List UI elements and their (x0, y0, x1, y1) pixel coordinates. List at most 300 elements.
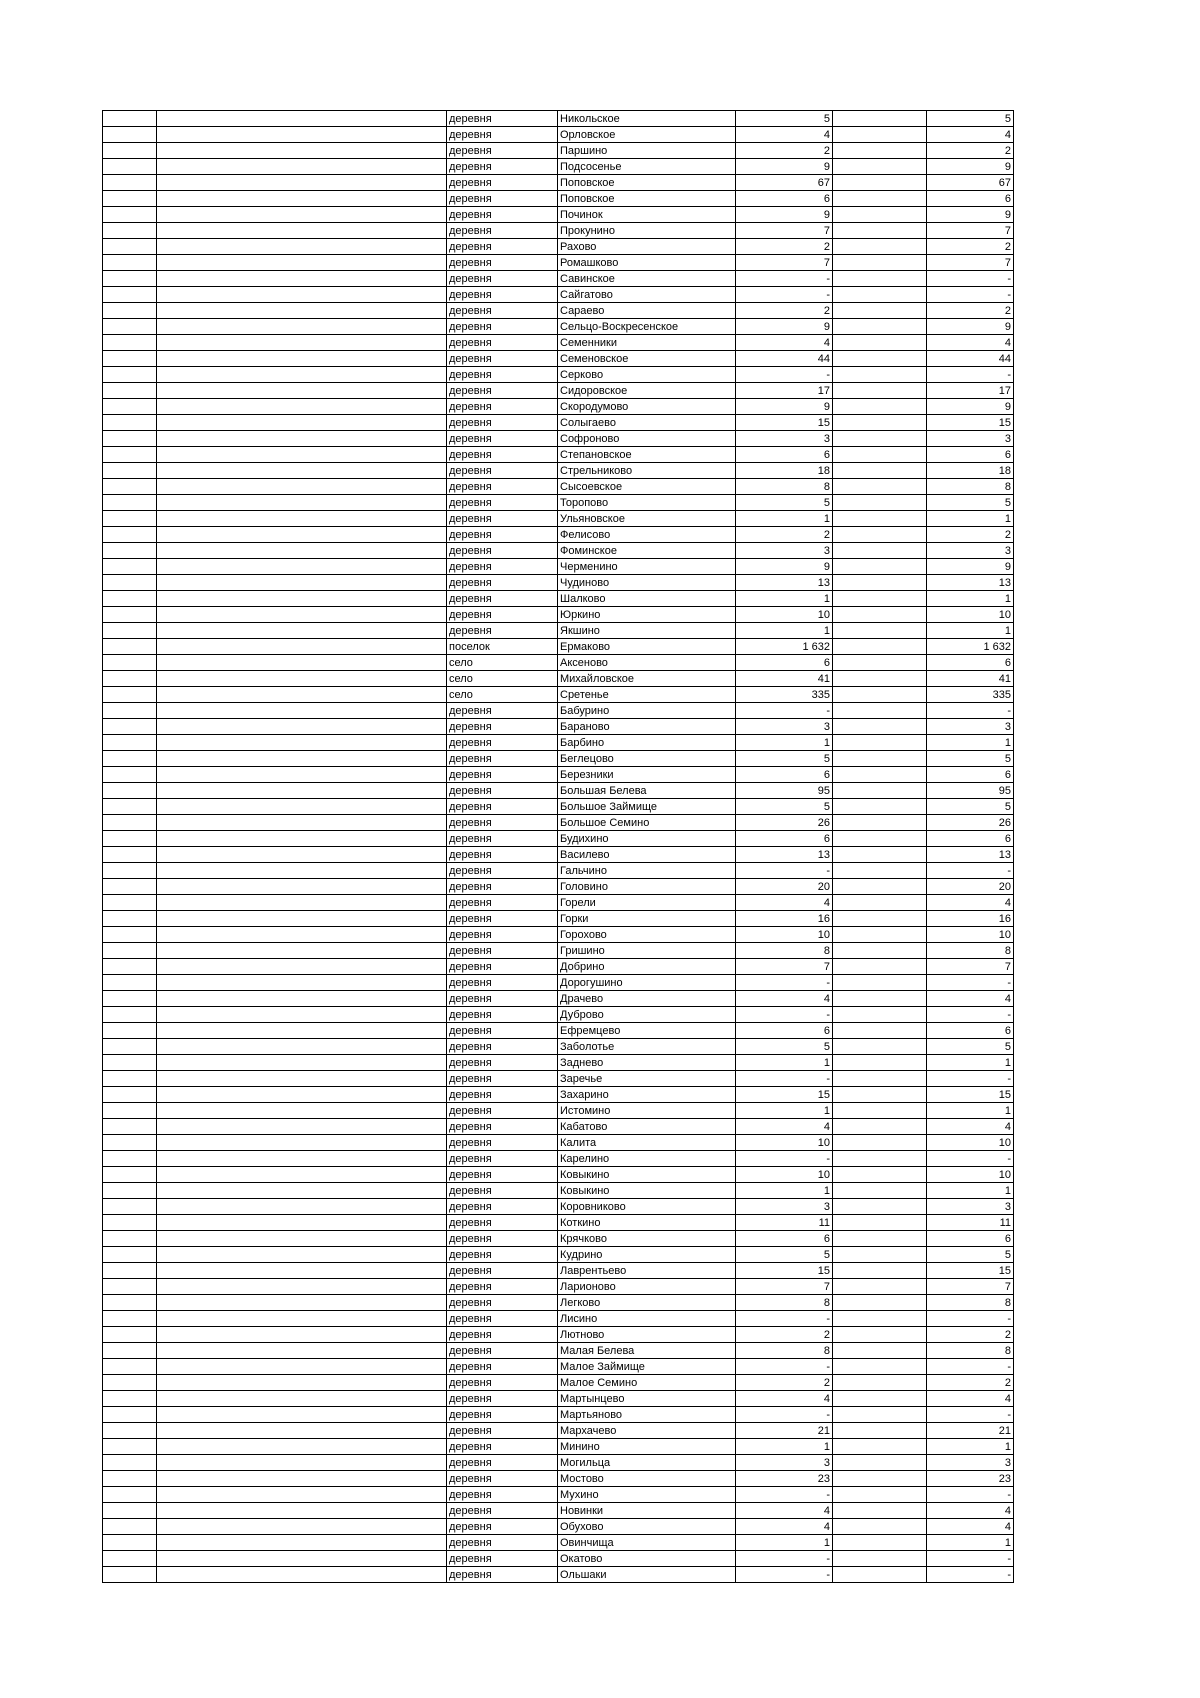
value-1-cell: 7 (736, 223, 833, 239)
value-2-cell: 5 (927, 751, 1014, 767)
empty-cell-a (103, 1007, 157, 1023)
value-2-cell: 8 (927, 943, 1014, 959)
value-2-cell: 5 (927, 495, 1014, 511)
empty-cell-b (157, 783, 447, 799)
empty-cell-a (103, 479, 157, 495)
value-1-cell: - (736, 367, 833, 383)
settlement-name-cell: Могильца (558, 1455, 736, 1471)
value-1-cell: 15 (736, 1263, 833, 1279)
empty-cell-b (157, 239, 447, 255)
settlement-type-cell: деревня (447, 1375, 558, 1391)
empty-cell-b (157, 1103, 447, 1119)
empty-cell-a (103, 111, 157, 127)
value-2-cell: 9 (927, 319, 1014, 335)
settlement-name-cell: Дуброво (558, 1007, 736, 1023)
table-row (103, 911, 1014, 927)
value-1-cell: 1 (736, 1535, 833, 1551)
empty-cell-b (157, 1071, 447, 1087)
value-2-cell: - (927, 863, 1014, 879)
settlement-name-cell: Починок (558, 207, 736, 223)
value-1-cell: 13 (736, 847, 833, 863)
value-2-cell: 4 (927, 991, 1014, 1007)
value-2-cell: 5 (927, 111, 1014, 127)
empty-cell-c (833, 1087, 927, 1103)
empty-cell-c (833, 991, 927, 1007)
empty-cell-b (157, 1343, 447, 1359)
settlement-type-cell: деревня (447, 847, 558, 863)
table-row (103, 719, 1014, 735)
empty-cell-b (157, 671, 447, 687)
table-row (103, 575, 1014, 591)
empty-cell-c (833, 1327, 927, 1343)
empty-cell-c (833, 943, 927, 959)
empty-cell-c (833, 1567, 927, 1583)
table-row (103, 623, 1014, 639)
table-row (103, 655, 1014, 671)
empty-cell-c (833, 447, 927, 463)
settlement-type-cell: деревня (447, 1103, 558, 1119)
value-1-cell: 10 (736, 927, 833, 943)
empty-cell-b (157, 799, 447, 815)
empty-cell-a (103, 1407, 157, 1423)
settlement-name-cell: Драчево (558, 991, 736, 1007)
value-2-cell: 1 (927, 1439, 1014, 1455)
settlement-type-cell: деревня (447, 879, 558, 895)
empty-cell-c (833, 511, 927, 527)
table-row (103, 511, 1014, 527)
value-2-cell: - (927, 1567, 1014, 1583)
table-row (103, 479, 1014, 495)
table-row (103, 1327, 1014, 1343)
value-2-cell: 2 (927, 143, 1014, 159)
settlement-name-cell: Мостово (558, 1471, 736, 1487)
value-1-cell: 6 (736, 655, 833, 671)
value-2-cell: 9 (927, 207, 1014, 223)
value-1-cell: 41 (736, 671, 833, 687)
empty-cell-c (833, 1439, 927, 1455)
settlement-name-cell: Коровниково (558, 1199, 736, 1215)
empty-cell-c (833, 1375, 927, 1391)
settlement-type-cell: деревня (447, 831, 558, 847)
settlement-type-cell: деревня (447, 1439, 558, 1455)
empty-cell-a (103, 1135, 157, 1151)
settlement-type-cell: деревня (447, 1279, 558, 1295)
value-1-cell: 6 (736, 831, 833, 847)
value-2-cell: 4 (927, 1119, 1014, 1135)
settlement-name-cell: Сайгатово (558, 287, 736, 303)
value-1-cell: 335 (736, 687, 833, 703)
value-2-cell: - (927, 287, 1014, 303)
table-row (103, 1503, 1014, 1519)
value-2-cell: 1 (927, 1103, 1014, 1119)
settlement-name-cell: Заднево (558, 1055, 736, 1071)
empty-cell-b (157, 879, 447, 895)
table-row (103, 847, 1014, 863)
settlement-name-cell: Горки (558, 911, 736, 927)
empty-cell-c (833, 431, 927, 447)
value-2-cell: 1 632 (927, 639, 1014, 655)
empty-cell-b (157, 1247, 447, 1263)
empty-cell-c (833, 591, 927, 607)
settlement-type-cell: деревня (447, 1007, 558, 1023)
empty-cell-b (157, 1023, 447, 1039)
empty-cell-c (833, 1279, 927, 1295)
empty-cell-b (157, 1263, 447, 1279)
empty-cell-a (103, 1503, 157, 1519)
empty-cell-b (157, 255, 447, 271)
settlement-type-cell: деревня (447, 511, 558, 527)
empty-cell-c (833, 1423, 927, 1439)
empty-cell-a (103, 143, 157, 159)
settlement-name-cell: Прокунино (558, 223, 736, 239)
settlement-type-cell: деревня (447, 335, 558, 351)
settlement-name-cell: Якшино (558, 623, 736, 639)
table-row (103, 863, 1014, 879)
empty-cell-c (833, 175, 927, 191)
settlement-type-cell: деревня (447, 591, 558, 607)
settlement-type-cell: деревня (447, 495, 558, 511)
table-row (103, 191, 1014, 207)
table-row (103, 799, 1014, 815)
settlement-name-cell: Степановское (558, 447, 736, 463)
empty-cell-b (157, 527, 447, 543)
settlement-name-cell: Березники (558, 767, 736, 783)
value-1-cell: 2 (736, 303, 833, 319)
empty-cell-a (103, 735, 157, 751)
empty-cell-a (103, 1183, 157, 1199)
settlement-name-cell: Добрино (558, 959, 736, 975)
value-2-cell: 7 (927, 959, 1014, 975)
value-2-cell: 5 (927, 1039, 1014, 1055)
empty-cell-b (157, 639, 447, 655)
empty-cell-c (833, 127, 927, 143)
value-2-cell: 1 (927, 1183, 1014, 1199)
empty-cell-c (833, 1359, 927, 1375)
value-1-cell: 3 (736, 719, 833, 735)
table-row (103, 1023, 1014, 1039)
empty-cell-c (833, 1135, 927, 1151)
value-1-cell: 1 632 (736, 639, 833, 655)
value-1-cell: 2 (736, 527, 833, 543)
empty-cell-b (157, 991, 447, 1007)
value-2-cell: 17 (927, 383, 1014, 399)
table-row (103, 159, 1014, 175)
empty-cell-c (833, 1487, 927, 1503)
settlement-name-cell: Софроново (558, 431, 736, 447)
settlement-name-cell: Подсосенье (558, 159, 736, 175)
empty-cell-a (103, 335, 157, 351)
settlement-type-cell: деревня (447, 1263, 558, 1279)
value-2-cell: - (927, 975, 1014, 991)
empty-cell-a (103, 1439, 157, 1455)
empty-cell-b (157, 1535, 447, 1551)
value-1-cell: 13 (736, 575, 833, 591)
empty-cell-b (157, 623, 447, 639)
value-1-cell: 10 (736, 607, 833, 623)
table-row (103, 111, 1014, 127)
empty-cell-a (103, 831, 157, 847)
value-2-cell: 2 (927, 527, 1014, 543)
empty-cell-a (103, 1359, 157, 1375)
value-1-cell: - (736, 1311, 833, 1327)
settlement-type-cell: деревня (447, 1135, 558, 1151)
settlement-type-cell: деревня (447, 1215, 558, 1231)
settlement-type-cell: деревня (447, 1071, 558, 1087)
empty-cell-c (833, 1183, 927, 1199)
table-row (103, 1039, 1014, 1055)
value-2-cell: - (927, 703, 1014, 719)
value-1-cell: 5 (736, 1039, 833, 1055)
settlement-name-cell: Семенники (558, 335, 736, 351)
settlement-type-cell: деревня (447, 1343, 558, 1359)
settlement-name-cell: Юркино (558, 607, 736, 623)
empty-cell-b (157, 943, 447, 959)
table-row (103, 607, 1014, 623)
settlement-type-cell: деревня (447, 1359, 558, 1375)
empty-cell-b (157, 1055, 447, 1071)
empty-cell-c (833, 879, 927, 895)
settlement-name-cell: Чудиново (558, 575, 736, 591)
value-1-cell: 1 (736, 623, 833, 639)
empty-cell-a (103, 1567, 157, 1583)
empty-cell-b (157, 383, 447, 399)
value-2-cell: 9 (927, 399, 1014, 415)
settlement-type-cell: деревня (447, 1231, 558, 1247)
settlement-type-cell: деревня (447, 1151, 558, 1167)
value-1-cell: 4 (736, 1119, 833, 1135)
table-row (103, 239, 1014, 255)
settlement-type-cell: деревня (447, 543, 558, 559)
table-body (103, 111, 1014, 1583)
empty-cell-b (157, 1231, 447, 1247)
value-1-cell: 16 (736, 911, 833, 927)
settlement-type-cell: деревня (447, 479, 558, 495)
settlement-type-cell: деревня (447, 959, 558, 975)
table-row (103, 399, 1014, 415)
settlement-name-cell: Головино (558, 879, 736, 895)
value-1-cell: 8 (736, 479, 833, 495)
value-2-cell: 5 (927, 799, 1014, 815)
value-2-cell: 11 (927, 1215, 1014, 1231)
empty-cell-c (833, 735, 927, 751)
empty-cell-a (103, 255, 157, 271)
value-2-cell: 3 (927, 431, 1014, 447)
empty-cell-a (103, 655, 157, 671)
empty-cell-c (833, 1311, 927, 1327)
value-2-cell: 6 (927, 1023, 1014, 1039)
value-2-cell: 2 (927, 1375, 1014, 1391)
table-row (103, 991, 1014, 1007)
settlement-name-cell: Заречье (558, 1071, 736, 1087)
table-row (103, 815, 1014, 831)
settlement-name-cell: Ольшаки (558, 1567, 736, 1583)
value-2-cell: 4 (927, 1391, 1014, 1407)
table-row (103, 367, 1014, 383)
table-row (103, 1119, 1014, 1135)
empty-cell-b (157, 399, 447, 415)
value-1-cell: - (736, 1407, 833, 1423)
value-2-cell: 3 (927, 1455, 1014, 1471)
settlement-type-cell: село (447, 687, 558, 703)
table-row (103, 1407, 1014, 1423)
value-2-cell: 1 (927, 1055, 1014, 1071)
value-1-cell: 4 (736, 127, 833, 143)
empty-cell-c (833, 863, 927, 879)
settlement-type-cell: деревня (447, 1391, 558, 1407)
empty-cell-b (157, 927, 447, 943)
value-1-cell: 4 (736, 1519, 833, 1535)
value-1-cell: 6 (736, 767, 833, 783)
value-2-cell: 5 (927, 1247, 1014, 1263)
settlement-name-cell: Новинки (558, 1503, 736, 1519)
value-1-cell: 4 (736, 1503, 833, 1519)
empty-cell-a (103, 399, 157, 415)
value-2-cell: 1 (927, 1535, 1014, 1551)
empty-cell-b (157, 351, 447, 367)
empty-cell-c (833, 975, 927, 991)
settlement-name-cell: Большое Семино (558, 815, 736, 831)
empty-cell-a (103, 799, 157, 815)
empty-cell-c (833, 927, 927, 943)
value-2-cell: - (927, 1151, 1014, 1167)
empty-cell-b (157, 511, 447, 527)
settlement-name-cell: Сидоровское (558, 383, 736, 399)
empty-cell-c (833, 415, 927, 431)
empty-cell-b (157, 207, 447, 223)
table-row (103, 335, 1014, 351)
value-1-cell: 5 (736, 799, 833, 815)
value-1-cell: 2 (736, 1375, 833, 1391)
table-row (103, 1311, 1014, 1327)
empty-cell-b (157, 127, 447, 143)
settlement-type-cell: деревня (447, 1183, 558, 1199)
settlement-name-cell: Барбино (558, 735, 736, 751)
value-1-cell: 9 (736, 319, 833, 335)
value-1-cell: - (736, 271, 833, 287)
value-2-cell: 1 (927, 511, 1014, 527)
value-1-cell: - (736, 975, 833, 991)
empty-cell-c (833, 1167, 927, 1183)
empty-cell-b (157, 1199, 447, 1215)
value-2-cell: 10 (927, 607, 1014, 623)
empty-cell-c (833, 847, 927, 863)
empty-cell-b (157, 1359, 447, 1375)
empty-cell-b (157, 1215, 447, 1231)
settlement-type-cell: деревня (447, 1407, 558, 1423)
table-row (103, 1455, 1014, 1471)
settlement-name-cell: Минино (558, 1439, 736, 1455)
settlement-type-cell: деревня (447, 975, 558, 991)
empty-cell-b (157, 191, 447, 207)
empty-cell-a (103, 1023, 157, 1039)
settlement-type-cell: деревня (447, 1551, 558, 1567)
value-2-cell: 8 (927, 479, 1014, 495)
value-2-cell: - (927, 1487, 1014, 1503)
empty-cell-c (833, 783, 927, 799)
settlement-type-cell: деревня (447, 207, 558, 223)
empty-cell-a (103, 703, 157, 719)
value-1-cell: 9 (736, 559, 833, 575)
empty-cell-a (103, 639, 157, 655)
table-row (103, 1167, 1014, 1183)
empty-cell-c (833, 1535, 927, 1551)
value-2-cell: 41 (927, 671, 1014, 687)
empty-cell-c (833, 287, 927, 303)
empty-cell-c (833, 303, 927, 319)
empty-cell-b (157, 1407, 447, 1423)
empty-cell-b (157, 159, 447, 175)
value-2-cell: 6 (927, 447, 1014, 463)
settlement-type-cell: деревня (447, 1471, 558, 1487)
settlement-name-cell: Большое Займище (558, 799, 736, 815)
value-1-cell: 10 (736, 1167, 833, 1183)
value-2-cell: - (927, 1551, 1014, 1567)
value-2-cell: 8 (927, 1295, 1014, 1311)
empty-cell-b (157, 495, 447, 511)
empty-cell-a (103, 1455, 157, 1471)
empty-cell-a (103, 207, 157, 223)
settlement-name-cell: Сысоевское (558, 479, 736, 495)
empty-cell-b (157, 1423, 447, 1439)
settlement-name-cell: Стрельниково (558, 463, 736, 479)
empty-cell-a (103, 367, 157, 383)
empty-cell-b (157, 655, 447, 671)
settlement-type-cell: деревня (447, 1567, 558, 1583)
empty-cell-c (833, 1263, 927, 1279)
empty-cell-a (103, 1327, 157, 1343)
settlements-table (102, 110, 1014, 1583)
empty-cell-c (833, 799, 927, 815)
settlement-name-cell: Обухово (558, 1519, 736, 1535)
value-1-cell: - (736, 1551, 833, 1567)
value-1-cell: 6 (736, 1231, 833, 1247)
empty-cell-c (833, 575, 927, 591)
table-row (103, 943, 1014, 959)
value-2-cell: 15 (927, 1087, 1014, 1103)
empty-cell-a (103, 975, 157, 991)
empty-cell-b (157, 111, 447, 127)
empty-cell-b (157, 1007, 447, 1023)
settlement-type-cell: деревня (447, 1455, 558, 1471)
settlement-type-cell: деревня (447, 799, 558, 815)
empty-cell-b (157, 831, 447, 847)
settlement-name-cell: Василево (558, 847, 736, 863)
settlement-name-cell: Паршино (558, 143, 736, 159)
value-2-cell: - (927, 1407, 1014, 1423)
empty-cell-a (103, 1151, 157, 1167)
empty-cell-a (103, 1343, 157, 1359)
settlement-type-cell: деревня (447, 1423, 558, 1439)
empty-cell-a (103, 1167, 157, 1183)
settlement-type-cell: деревня (447, 703, 558, 719)
empty-cell-a (103, 943, 157, 959)
table-row (103, 1183, 1014, 1199)
settlement-name-cell: Дорогушино (558, 975, 736, 991)
table-row (103, 703, 1014, 719)
value-2-cell: 20 (927, 879, 1014, 895)
empty-cell-a (103, 495, 157, 511)
value-2-cell: - (927, 367, 1014, 383)
settlement-type-cell: деревня (447, 175, 558, 191)
empty-cell-c (833, 623, 927, 639)
table-row (103, 319, 1014, 335)
value-2-cell: 1 (927, 591, 1014, 607)
settlement-type-cell: деревня (447, 159, 558, 175)
empty-cell-b (157, 815, 447, 831)
empty-cell-c (833, 495, 927, 511)
empty-cell-a (103, 415, 157, 431)
settlement-name-cell: Захарино (558, 1087, 736, 1103)
